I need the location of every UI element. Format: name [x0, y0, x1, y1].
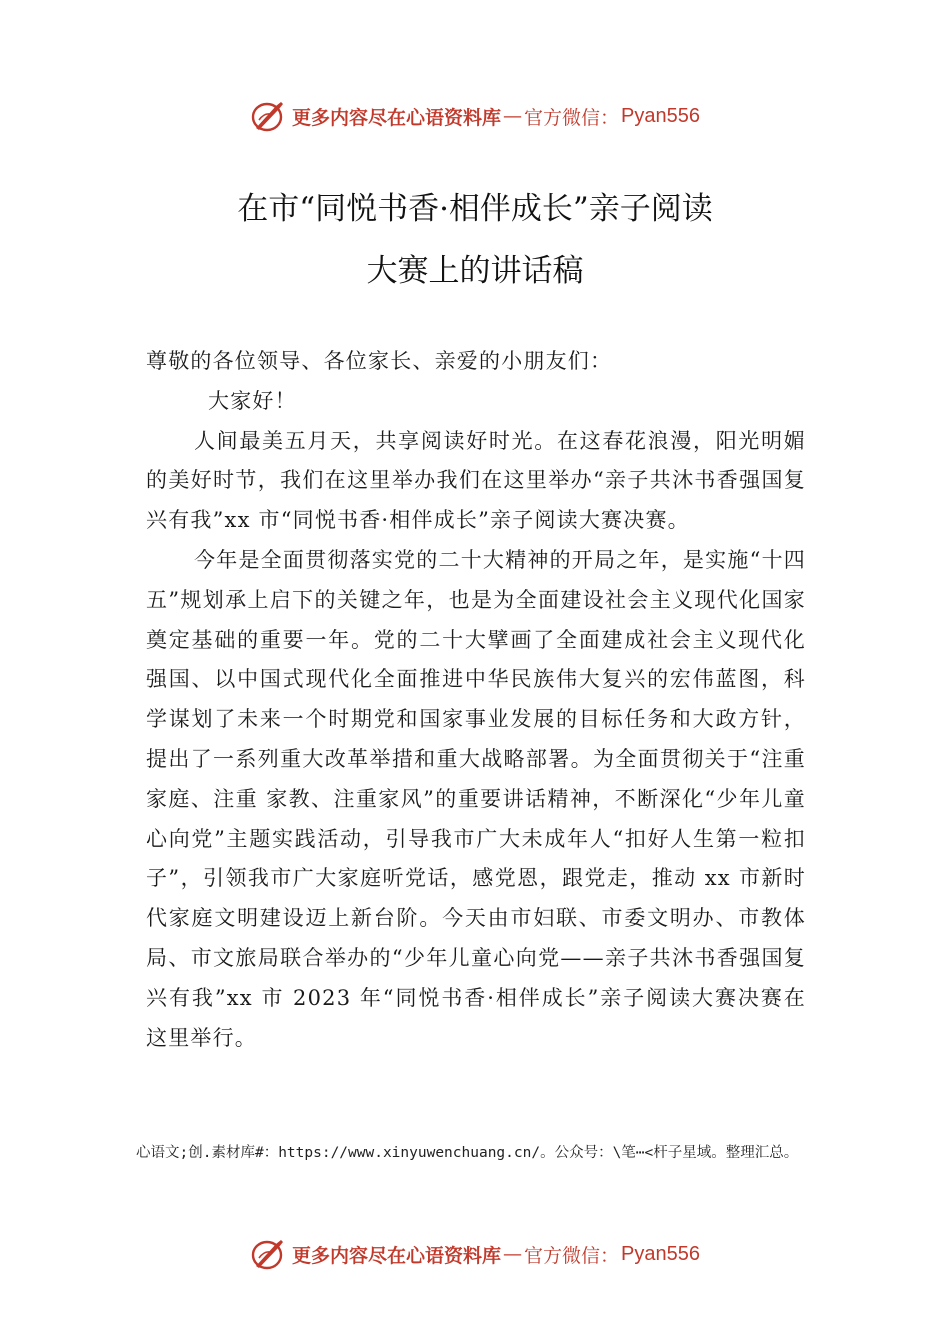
pen-logo-icon	[250, 1236, 288, 1272]
banner-wechat-id: Pyan556	[621, 104, 700, 127]
pen-logo-icon	[250, 98, 288, 134]
source-footnote: 心语文;创.素材库#：https://www.xinyuwenchuang.cn/。公众号：\笔⋯<杆子星域。整理汇总。	[136, 1145, 799, 1161]
document-title-line-2: 大赛上的讲话稿	[366, 253, 584, 289]
banner-wechat-label: 官方微信：	[524, 1244, 620, 1267]
paragraph-2: 今年是全面贯彻落实党的二十大精神的开局之年，是实施“十四五”规划承上启下的关键之年，也是为全面建设社会主义现代化国家奠定基础的重要一年。党的二十大擘画了全面建成社会主义现代化强国、以中国式现代化全面推进中华民族伟大复兴的宏伟蓝图，科学谋划了未来一个时期党和国家事业发展的目标任务和大政方针，提出了一系列重大改革举措和重大战略部署。为全面贯彻关于“注重家庭、注重 家教、注重家风”的重要讲话精神，不断深化“少年儿童心向党”主题实践活动，引导我市广大未成年人“扣好人生第一粒扣子”，引领我市广大家庭听党话，感党恩，跟党走，推动 xx 市新时代家庭文明建设迈上新台阶。今天由市妇联、市委文明办、市教体局、市文旅局联合举办的“少年儿童心向党——亲子共沐书香强国复兴有我”xx 市 2023 年“同悦书香·相伴成长”亲子阅读大赛决赛在这里举行。	[146, 547, 806, 1050]
greeting: 大家好！	[208, 388, 297, 413]
banner-slogan: 更多内容尽在心语资料库	[292, 1244, 502, 1267]
salutation: 尊敬的各位领导、各位家长、亲爱的小朋友们：	[146, 349, 613, 373]
banner-wechat-id: Pyan556	[621, 1242, 700, 1265]
document-title-line-1: 在市“同悦书香·相伴成长”亲子阅读	[237, 191, 713, 227]
banner-wechat-label: 官方微信：	[524, 106, 620, 129]
speech-body	[146, 342, 806, 1058]
header-banner	[0, 96, 950, 136]
banner-separator: —	[503, 1243, 523, 1265]
footer-banner	[0, 1234, 950, 1274]
paragraph-1: 人间最美五月天，共享阅读好时光。在这春花浪漫，阳光明媚的美好时节，我们在这里举办我们在这里举办“亲子共沐书香强国复兴有我”xx 市“同悦书香·相伴成长”亲子阅读大赛决赛。	[146, 428, 806, 533]
banner-slogan: 更多内容尽在心语资料库	[292, 106, 502, 129]
banner-separator: —	[503, 105, 523, 127]
